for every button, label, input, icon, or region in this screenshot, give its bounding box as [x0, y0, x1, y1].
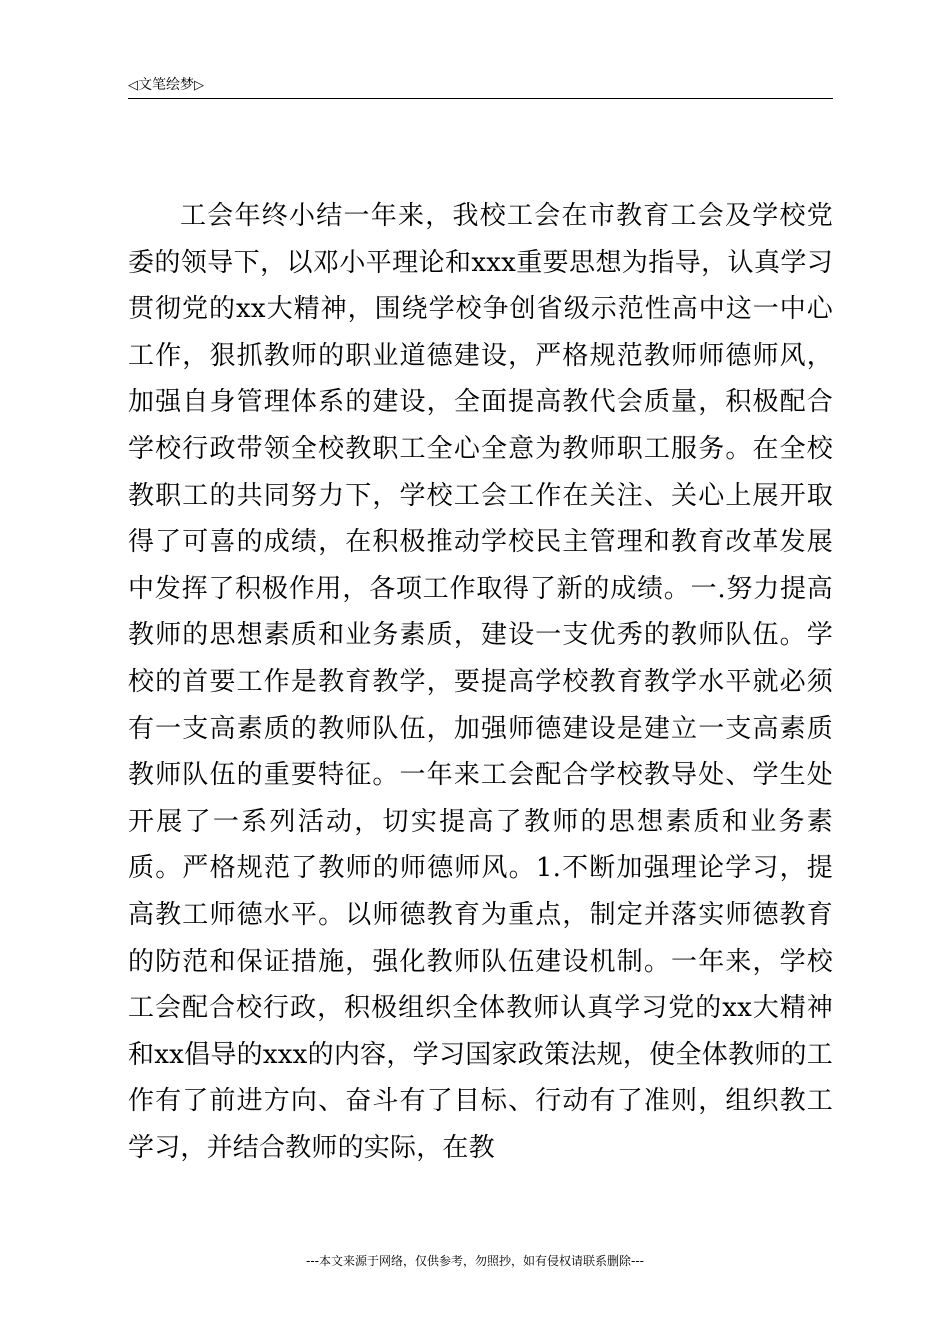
left-triangle-icon: ◁ — [128, 78, 138, 93]
right-triangle-icon: ▷ — [194, 78, 204, 93]
page-header — [128, 76, 833, 99]
body-paragraph: 工会年终小结一年来，我校工会在市教育工会及学校党委的领导下，以邓小平理论和xxx重要思想为指导，认真学习贯彻党的xx大精神，围绕学校争创省级示范性高中这一中心工作，狠抓教师的职业道德建设，严格规范教师师德师风，加强自身管理体系的建设，全面提高教代会质量，积极配合学校行政带领全校教职工全心全意为教师职工服务。在全校教职工的共同努力下，学校工会工作在关注、关心上展开取得了可喜的成绩，在积极推动学校民主管理和教育改革发展中发挥了积极作用，各项工作取得了新的成绩。一.努力提高教师的思想素质和业务素质，建设一支优秀的教师队伍。学校的首要工作是教育教学，要提高学校教育教学水平就必须有一支高素质的教师队伍，加强师德建设是建立一支高素质教师队伍的重要特征。一年来工会配合学校教导处、学生处开展了一系列活动，切实提高了教师的思想素质和业务素质。严格规范了教师的师德师风。1.不断加强理论学习，提高教工师德水平。以师德教育为重点，制定并落实师德教育的防范和保证措施，强化教师队伍建设机制。一年来，学校工会配合校行政，积极组织全体教师认真学习党的xx大精神和xx倡导的xxx的内容，学习国家政策法规，使全体教师的工作有了前进方向、奋斗有了目标、行动有了准则，组织教工学习，并结合教师的实际，在教 — [128, 201, 833, 1163]
header-brand — [128, 76, 204, 95]
footer-notice: ---本文来源于网络，仅供参考，勿照抄，如有侵权请联系删除--- — [306, 1254, 644, 1268]
header-title: 文笔绘梦 — [138, 77, 194, 93]
